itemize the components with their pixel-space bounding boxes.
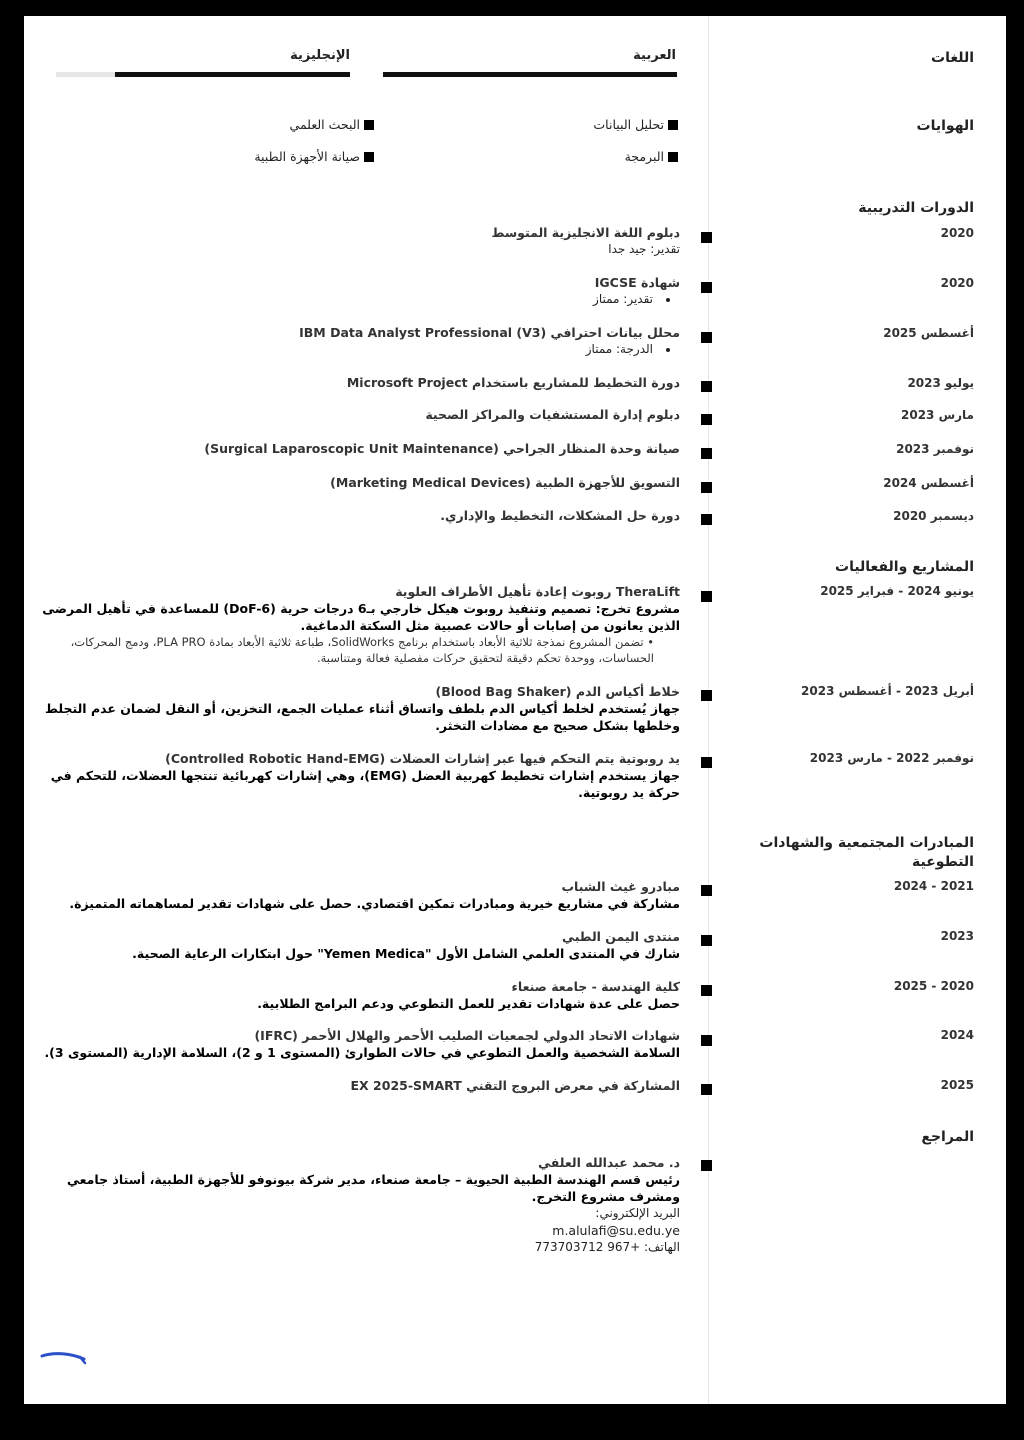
bullet-square-icon	[701, 1160, 712, 1171]
section-title-projects: المشاريع والفعاليات	[835, 559, 974, 575]
volunteer-entry	[40, 1027, 680, 1061]
course-title: التسويق للأجهزة الطبية (Marketing Medical Devices)	[330, 475, 680, 490]
course-entry	[40, 507, 680, 524]
volunteer-title: المشاركة في معرض البروج التقني EX 2025-SMART	[350, 1078, 680, 1093]
bullet-square-icon	[668, 152, 678, 162]
course-entry	[40, 324, 680, 358]
language-name-english: الإنجليزية	[290, 48, 350, 63]
course-title: دبلوم اللغة الانجليزية المتوسط	[491, 225, 680, 240]
bullet-square-icon	[701, 757, 712, 768]
project-detail: • تضمن المشروع نمذجة ثلاثية الأبعاد باستخدام برنامج SolidWorks، طباعة ثلاثية الأبعاد بمادة PLA PRO، ودمج المحركات، الحساسات، ووحدة تحكم دقيقة لتحقيق حركات مفصلية فعالة ومتناسبة.	[70, 635, 654, 665]
language-level-bar-english	[56, 72, 350, 77]
column-divider	[708, 16, 709, 1404]
project-entry	[40, 583, 680, 666]
course-grade: تقدير: ممتاز	[593, 292, 653, 306]
project-date: نوفمبر 2022 - مارس 2023	[809, 751, 974, 765]
bullet-square-icon	[701, 448, 712, 459]
course-date: 2020	[940, 276, 974, 290]
bullet-square-icon	[364, 120, 374, 130]
volunteer-date: 2025	[940, 1078, 974, 1092]
reference-name: د. محمد عبدالله العلفي	[538, 1155, 680, 1170]
bullet-square-icon	[701, 985, 712, 996]
pen-mark-icon	[40, 1350, 88, 1366]
course-title: دبلوم إدارة المستشفيات والمراكز الصحية	[425, 407, 680, 422]
bullet-square-icon	[364, 152, 374, 162]
reference-description: رئيس قسم الهندسة الطبية الحيوية – جامعة صنعاء، مدير شركة بيونوفو للأجهزة الطبية، أستاذ جامعي ومشرف مشروع التخرج.	[66, 1172, 680, 1204]
section-title-volunteer: المبادرات المجتمعية والشهادات التطوعية	[759, 835, 974, 870]
course-grade: الدرجة: ممتاز	[585, 342, 653, 356]
course-date: نوفمبر 2023	[896, 442, 974, 456]
bullet-square-icon	[701, 332, 712, 343]
volunteer-date: 2020 - 2025	[893, 979, 974, 993]
volunteer-entry	[40, 928, 680, 962]
language-level-fill-arabic	[383, 72, 677, 77]
bullet-square-icon	[701, 690, 712, 701]
bullet-square-icon	[701, 482, 712, 493]
course-date: أغسطس 2025	[883, 326, 974, 340]
hobby-item: تحليل البيانات	[593, 117, 678, 132]
course-title: دورة التخطيط للمشاريع باستخدام Microsoft Project	[346, 375, 680, 390]
course-entry	[40, 474, 680, 491]
bullet-square-icon	[701, 282, 712, 293]
bullet-square-icon	[701, 1084, 712, 1095]
volunteer-description: حصل على عدة شهادات تقدير للعمل التطوعي ودعم البرامج الطلابية.	[257, 996, 680, 1011]
volunteer-date: 2024	[940, 1028, 974, 1042]
bullet-square-icon	[701, 414, 712, 425]
course-date: 2020	[940, 226, 974, 240]
bullet-square-icon	[701, 885, 712, 896]
project-description: جهاز يستخدم إشارات تخطيط كهربية العضل (EMG)، وهي إشارات كهربائية تنتجها العضلات، للتحكم في حركة يد روبوتية.	[50, 768, 680, 800]
hobby-item: البرمجة	[625, 149, 678, 164]
course-date: يوليو 2023	[907, 376, 974, 390]
project-date: يونيو 2024 - فبراير 2025	[820, 584, 974, 598]
course-title: صيانة وحدة المنظار الجراحي (Surgical Laparoscopic Unit Maintenance)	[204, 441, 680, 456]
volunteer-entry	[40, 978, 680, 1012]
project-title: TheraLift روبوت إعادة تأهيل الأطراف العلوية	[395, 584, 680, 599]
resume-page	[24, 16, 1006, 1404]
project-description: مشروع تخرج: تصميم وتنفيذ روبوت هيكل خارجي بـ6 درجات حرية (DoF-6) للمساعدة في تأهيل المرضى الذين يعانون من إصابات أو حالات عصبية مثل السكتة الدماغية.	[42, 601, 680, 633]
hobby-item: البحث العلمي	[290, 117, 374, 132]
bullet-square-icon	[701, 232, 712, 243]
bullet-square-icon	[701, 591, 712, 602]
course-title: دورة حل المشكلات، التخطيط والإداري.	[440, 508, 680, 523]
course-grade: تقدير: جيد جدا	[608, 242, 680, 256]
volunteer-description: شارك في المنتدى العلمي الشامل الأول "Yemen Medica" حول ابتكارات الرعاية الصحية.	[132, 946, 680, 961]
course-entry	[40, 406, 680, 423]
language-level-bar-arabic	[383, 72, 677, 77]
course-entry	[40, 224, 680, 258]
section-title-languages: اللغات	[931, 50, 974, 66]
reference-entry	[40, 1154, 680, 1256]
language-name-arabic: العربية	[633, 48, 676, 63]
bullet-square-icon	[701, 381, 712, 392]
language-level-fill-english	[115, 72, 350, 77]
course-title: شهادة IGCSE	[594, 275, 680, 290]
project-title: يد روبوتية يتم التحكم فيها عبر إشارات العضلات (Controlled Robotic Hand-EMG)	[165, 751, 680, 766]
course-entry	[40, 440, 680, 457]
section-title-references: المراجع	[921, 1129, 974, 1145]
bullet-square-icon	[701, 1035, 712, 1046]
section-title-courses: الدورات التدريبية	[858, 200, 974, 216]
volunteer-title: شهادات الاتحاد الدولي لجمعيات الصليب الأحمر والهلال الأحمر (IFRC)	[254, 1028, 680, 1043]
course-date: مارس 2023	[901, 408, 974, 422]
reference-email[interactable]: m.alulafi@su.edu.ye	[552, 1223, 680, 1238]
course-entry	[40, 274, 680, 308]
course-date: أغسطس 2024	[883, 476, 974, 490]
project-date: أبريل 2023 - أغسطس 2023	[801, 684, 974, 698]
volunteer-entry	[40, 878, 680, 912]
volunteer-date: 2023	[940, 929, 974, 943]
hobby-item: صيانة الأجهزة الطبية	[254, 149, 374, 164]
project-title: خلاط أكياس الدم (Blood Bag Shaker)	[435, 684, 680, 699]
volunteer-description: السلامة الشخصية والعمل التطوعي في حالات الطوارئ (المستوى 1 و 2)، السلامة الإدارية (المستوى 3).	[44, 1045, 680, 1060]
volunteer-title: مبادرو غيث الشباب	[561, 879, 680, 894]
section-title-hobbies: الهوايات	[916, 118, 974, 134]
volunteer-title: كلية الهندسة - جامعة صنعاء	[511, 979, 680, 994]
volunteer-title: منتدى اليمن الطبي	[562, 929, 680, 944]
project-entry	[40, 750, 680, 801]
reference-phone: الهاتف: +967 773703712	[534, 1240, 680, 1254]
course-date: ديسمبر 2020	[893, 509, 974, 523]
volunteer-date: 2021 - 2024	[893, 879, 974, 893]
volunteer-entry	[40, 1077, 680, 1094]
volunteer-description: مشاركة في مشاريع خيرية ومبادرات تمكين اقتصادي. حصل على شهادات تقدير لمساهماته المتميزة.	[69, 896, 680, 911]
reference-email-label: البريد الإلكتروني:	[595, 1206, 680, 1220]
course-entry	[40, 374, 680, 391]
bullet-square-icon	[668, 120, 678, 130]
project-entry	[40, 683, 680, 734]
course-title: محلل بيانات احترافي IBM Data Analyst Professional (V3)	[299, 325, 680, 340]
bullet-square-icon	[701, 935, 712, 946]
project-description: جهاز يُستخدم لخلط أكياس الدم بلطف واتساق أثناء عمليات الجمع، التخزين، أو النقل لضمان عدم التجلط وخلطها بشكل صحيح مع مضادات التخثر.	[45, 701, 680, 733]
bullet-square-icon	[701, 514, 712, 525]
